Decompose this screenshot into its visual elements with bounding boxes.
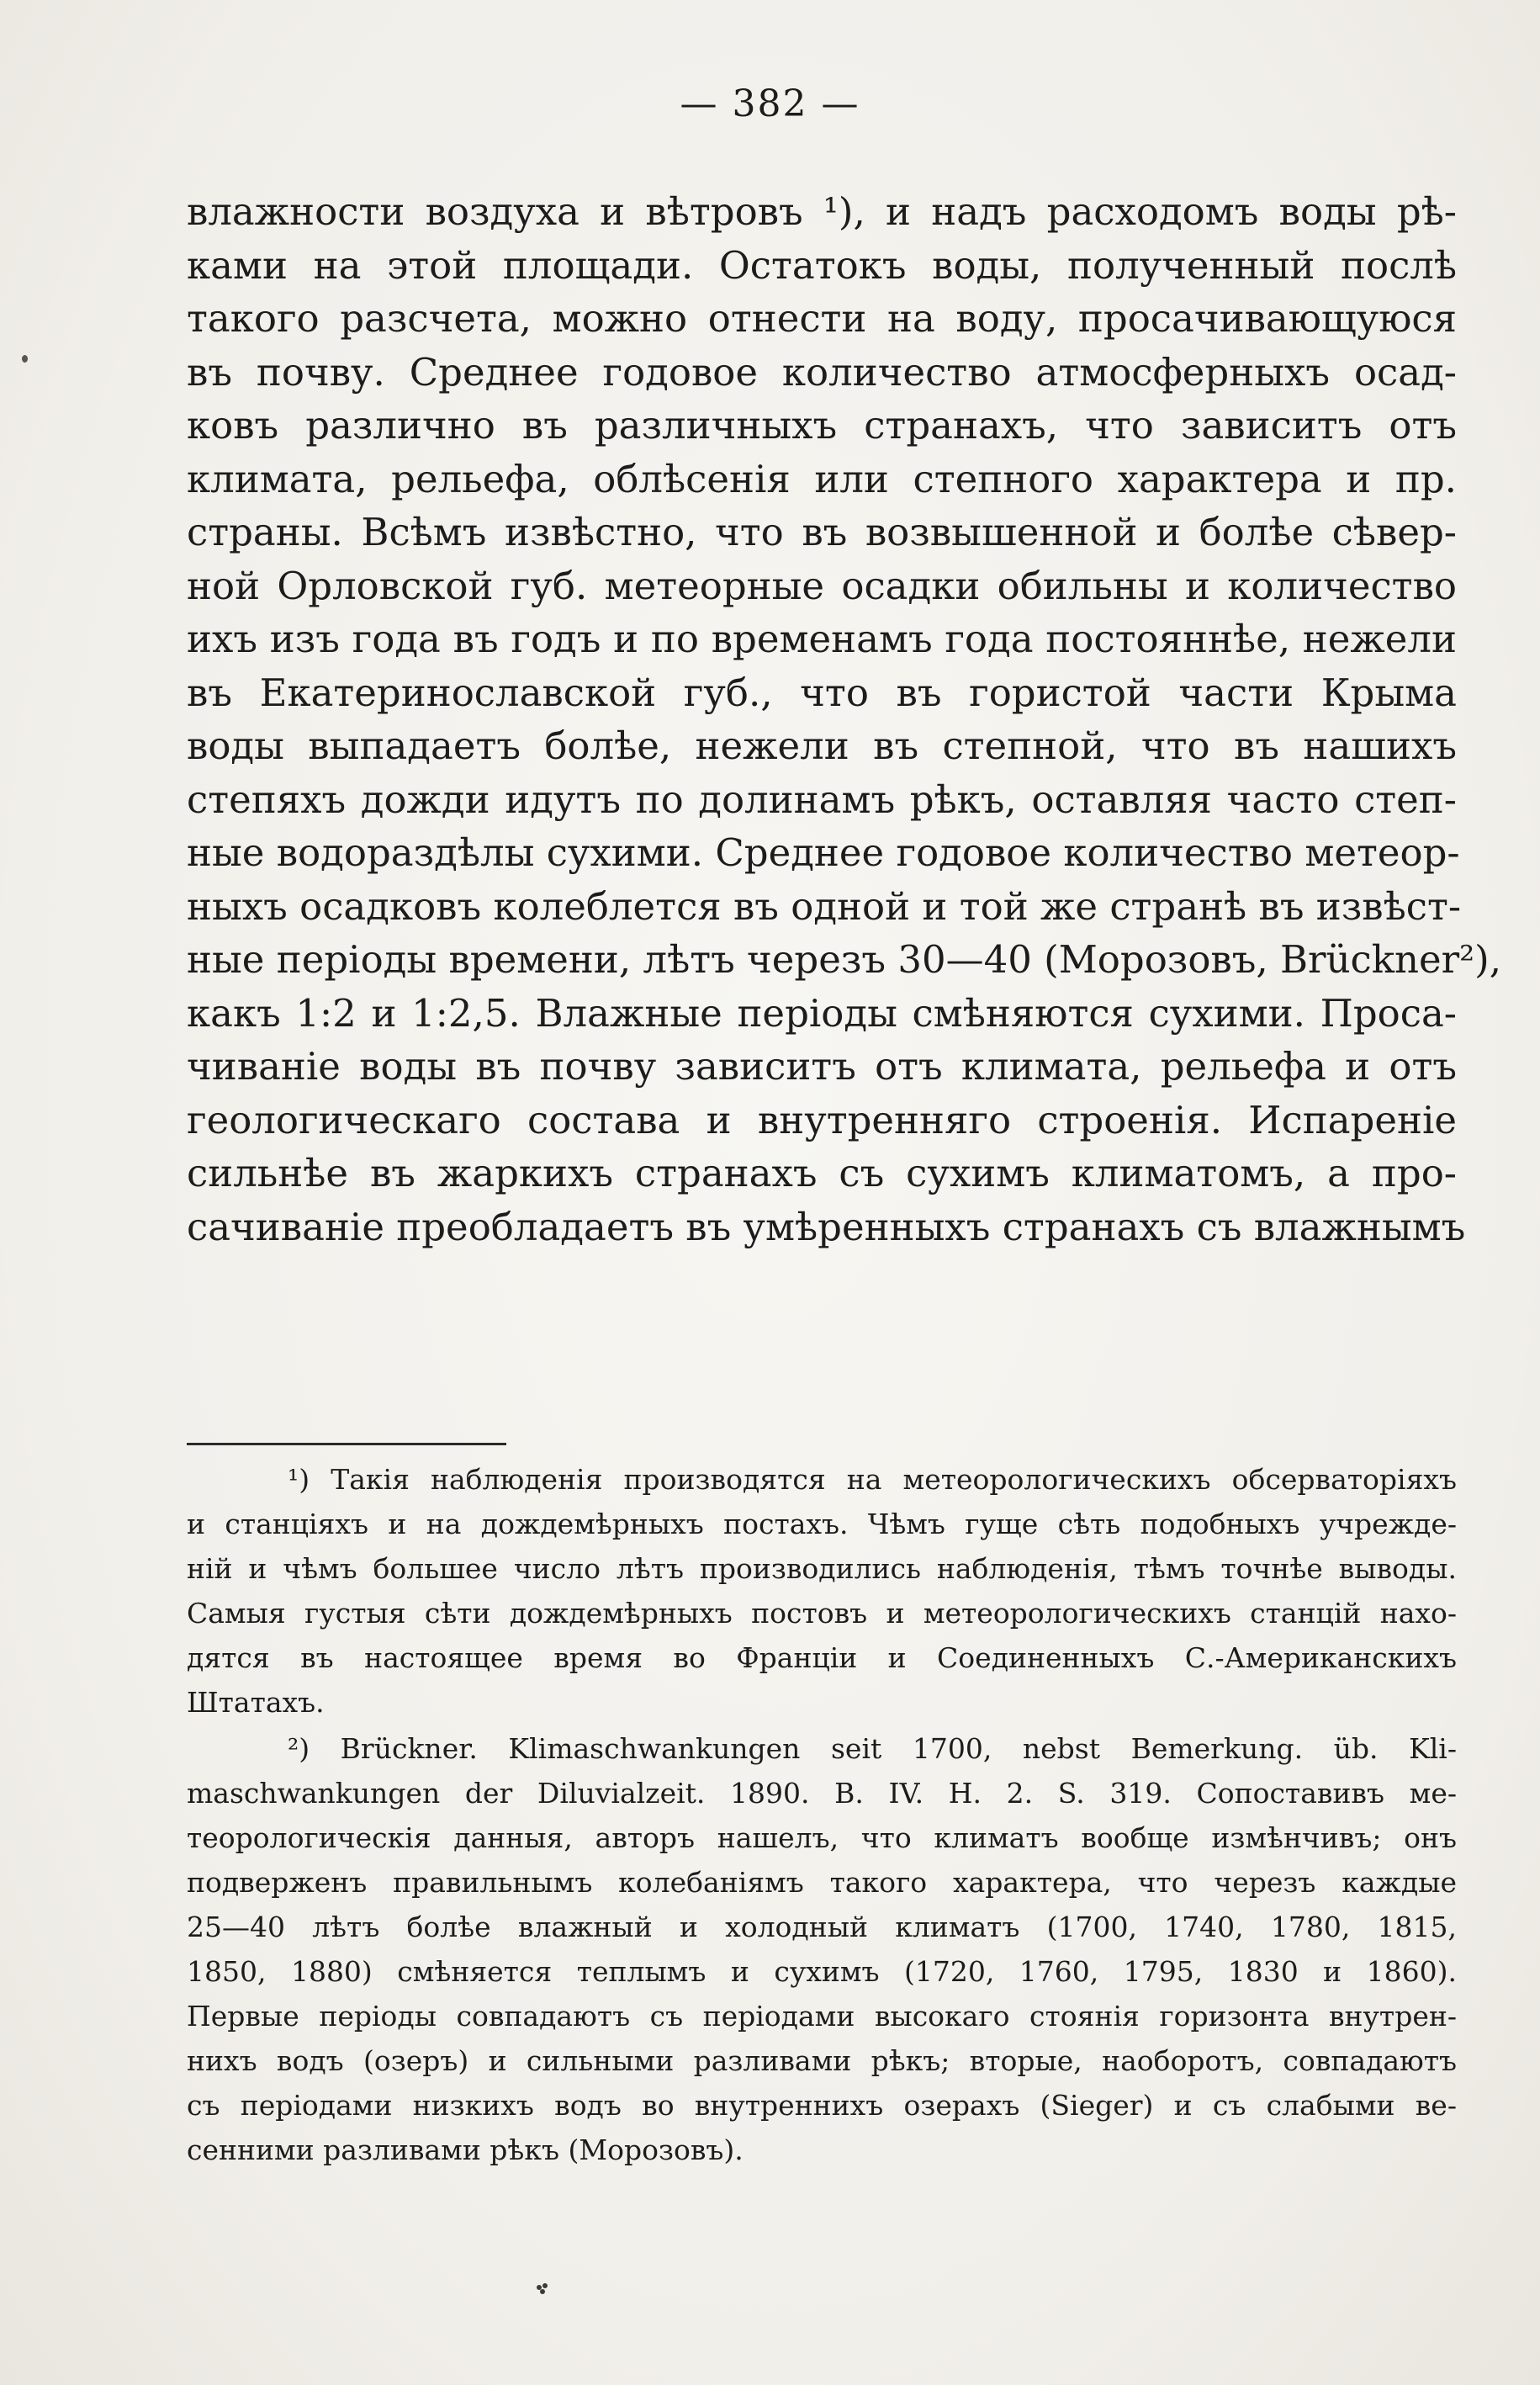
text-line: въ почву. Среднее годовое количество атмосферныхъ осад- bbox=[187, 349, 1457, 395]
text-line: такого разсчета, можно отнести на воду, просачивающуюся bbox=[187, 296, 1457, 341]
ink-speck bbox=[542, 2283, 548, 2288]
footnote-line: ній и чѣмъ большее число лѣтъ производились наблюденія, тѣмъ точнѣе выводы. bbox=[187, 1552, 1457, 1585]
text-line: какъ 1:2 и 1:2,5. Влажные періоды смѣняются сухими. Проса- bbox=[187, 990, 1457, 1036]
text-line: ковъ различно въ различныхъ странахъ, что зависитъ отъ bbox=[187, 403, 1457, 448]
page-number: — 382 — bbox=[680, 82, 860, 125]
text-line: чиваніе воды въ почву зависитъ отъ климата, рельефа и отъ bbox=[187, 1044, 1457, 1089]
text-line: воды выпадаетъ болѣе, нежели въ степной, что въ нашихъ bbox=[187, 723, 1457, 768]
footnote-line: съ періодами низкихъ водъ во внутреннихъ озерахъ (Sieger) и съ слабыми ве- bbox=[187, 2089, 1457, 2122]
text-line: сачиваніе преобладаетъ въ умѣренныхъ странахъ съ влажнымъ bbox=[187, 1204, 1466, 1249]
footnote-line: Штатахъ. bbox=[187, 1686, 325, 1719]
main-text-block bbox=[187, 185, 1502, 1253]
text-line: ные водораздѣлы сухими. Среднее годовое количество метеор- bbox=[187, 830, 1460, 875]
footnote-line: и станціяхъ и на дождемѣрныхъ постахъ. Чѣмъ гуще сѣть подобныхъ учрежде- bbox=[187, 1508, 1457, 1540]
text-line: въ Екатеринославской губ., что въ гористой части Крыма bbox=[187, 670, 1457, 715]
footnote-line: maschwankungen der Diluvialzeit. 1890. B. IV. H. 2. S. 319. Сопоставивъ ме- bbox=[187, 1777, 1457, 1810]
footnote-line: ²) Brückner. Klimaschwankungen seit 1700, nebst Bemerkung. üb. Kli- bbox=[288, 1732, 1457, 1765]
footnote-divider bbox=[187, 1443, 506, 1445]
footnote-line: Первые періоды совпадаютъ съ періодами высокаго стоянія горизонта внутрен- bbox=[187, 2000, 1457, 2033]
footnote-line: дятся въ настоящее время во Франціи и Соединенныхъ С.-Американскихъ bbox=[187, 1641, 1457, 1674]
text-line: страны. Всѣмъ извѣстно, что въ возвышенной и болѣе сѣвер- bbox=[187, 510, 1457, 554]
footnote-line: нихъ водъ (озеръ) и сильными разливами рѣкъ; вторые, наоборотъ, совпадаютъ bbox=[187, 2044, 1457, 2077]
footnote-line: подверженъ правильнымъ колебаніямъ такого характера, что черезъ каждые bbox=[187, 1866, 1457, 1899]
ink-speck bbox=[540, 2289, 545, 2294]
text-line: сильнѣе въ жаркихъ странахъ съ сухимъ климатомъ, а про- bbox=[187, 1151, 1457, 1195]
footnote-line: Самыя густыя сѣти дождемѣрныхъ постовъ и метеорологическихъ станцій нахо- bbox=[187, 1597, 1457, 1630]
text-line: геологическаго состава и внутренняго строенія. Испареніе bbox=[187, 1097, 1457, 1142]
bottom-ink-specks bbox=[537, 2283, 550, 2295]
margin-ink-speck bbox=[22, 355, 28, 363]
footnote-line: 1850, 1880) смѣняется теплымъ и сухимъ (1720, 1760, 1795, 1830 и 1860). bbox=[187, 1955, 1457, 1988]
text-line: влажности воздуха и вѣтровъ ¹), и надъ расходомъ воды рѣ- bbox=[187, 189, 1457, 234]
text-line: климата, рельефа, облѣсенія или степного характера и пр. bbox=[187, 456, 1457, 501]
text-line: степяхъ дожди идутъ по долинамъ рѣкъ, оставляя часто степ- bbox=[187, 776, 1457, 822]
footnote-line: теорологическія данныя, авторъ нашелъ, что климатъ вообще измѣнчивъ; онъ bbox=[187, 1821, 1457, 1854]
text-line: ные періоды времени, лѣтъ черезъ 30—40 (Морозовъ, Brückner²), bbox=[187, 937, 1502, 982]
footnote-1 bbox=[187, 1457, 1457, 1725]
footnote-line: сенними разливами рѣкъ (Морозовъ). bbox=[187, 2133, 744, 2166]
footnote-line: 25—40 лѣтъ болѣе влажный и холодный климатъ (1700, 1740, 1780, 1815, bbox=[187, 1911, 1457, 1943]
text-line: ной Орловской губ. метеорные осадки обильны и количество bbox=[187, 563, 1457, 608]
footnote-line: ¹) Такія наблюденія производятся на метеорологическихъ обсерваторіяхъ bbox=[288, 1463, 1457, 1496]
footnote-2 bbox=[187, 1726, 1457, 2172]
text-line: ныхъ осадковъ колеблется въ одной и той же странѣ въ извѣст- bbox=[187, 883, 1462, 929]
text-line: ихъ изъ года въ годъ и по временамъ года постояннѣе, нежели bbox=[187, 617, 1457, 661]
text-line: ками на этой площади. Остатокъ воды, полученный послѣ bbox=[187, 242, 1457, 288]
